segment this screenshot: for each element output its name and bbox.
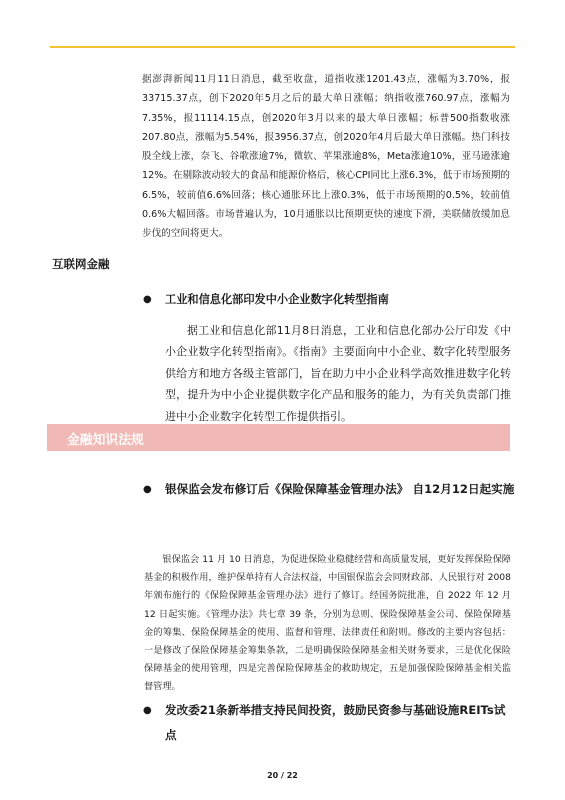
bullet-item-sme-digital-guide xyxy=(143,290,515,310)
banner-title: 金融知识法规 xyxy=(67,433,144,448)
page-number: 20 / 22 xyxy=(267,771,298,780)
news-paragraph: 据澎湃新闻11月11日消息，截至收盘，道指收涨1201.43点，涨幅为3.70%，报33715.37点，创下2020年5月之后的最大单日涨幅；纳指收涨760.97点，涨幅为7.35%，报11114.15点，创2020年3月以来的最大单日涨幅；标普500指数收涨207.80点，涨幅为5.54%，报3956.37点，创2020年4月后最大单日涨幅。热门科技股全线上涨，奈飞、谷歌涨逾7%，微软、苹果涨逾8%，Meta涨逾10%，亚马逊涨逾12%。在剔除波动较大的食品和能源价格后，核心CPI同比上涨6.3%，低于市场预期的6.5%，较前值6.6%回落；核心通胀环比上涨0.3%，低于市场预期的0.5%，较前值0.6%大幅回落。市场普遍认为，10月通胀以比预期更快的速度下滑，美联储放缓加息步伐的空间将更大。 xyxy=(142,74,511,240)
sme-guide-paragraph: 据工业和信息化部11月8日消息，工业和信息化部办公厅印发《中小企业数字化转型指南》。《指南》主要面向中小企业、数字化转型服务供给方和地方各级主管部门，旨在助力中小企业科学高效推进数字化转型，提升为中小企业提供数字化产品和服务的能力，为有关负责部门推进中小企业数字化转型工作提供指引。 xyxy=(165,324,511,423)
bullet-icon: ● xyxy=(143,484,152,495)
bullet-title: 银保监会发布修订后《保险保障基金管理办法》 自12月12日起实施 xyxy=(165,482,515,496)
section-heading-internet-finance: 互联网金融 xyxy=(52,257,110,271)
bullet-item-ndrc-private-investment xyxy=(143,698,515,749)
bullet-icon: ● xyxy=(143,294,152,305)
bullet-icon: ● xyxy=(143,705,152,716)
bullet-title: 发改委21条新举措支持民间投资，鼓励民资参与基础设施REITs试点 xyxy=(165,703,506,743)
bullet-title: 工业和信息化部印发中小企业数字化转型指南 xyxy=(165,293,389,306)
bullet-item-insurance-fund xyxy=(143,477,515,502)
insurance-fund-paragraph: 银保监会 11 月 10 日消息，为促进保险业稳健经营和高质量发展，更好发挥保险保障基金的积极作用，维护保单持有人合法权益，中国银保监会会同财政部、人民银行对 2008 年颁布施行的《保险保障基金管理办法》进行了修订。经国务院批准，自 2022 年 12 月 12 日起实施。《管理办法》共七章 39 条，分别为总则、保险保障基金公司、保险保障基金的筹集、保险保障基金的使用、监督和管理、法律责任和附则。修改的主要内容包括：一是修改了保险保障基金筹集条款，二是明确保险保障基金相关财务要求，三是优化保险保障基金的使用管理，四是完善保险保障基金的救助规定，五是加强保险保障基金相关监督管理。 xyxy=(144,554,511,693)
header-rule xyxy=(50,46,515,48)
section-banner-regulations xyxy=(47,424,510,451)
